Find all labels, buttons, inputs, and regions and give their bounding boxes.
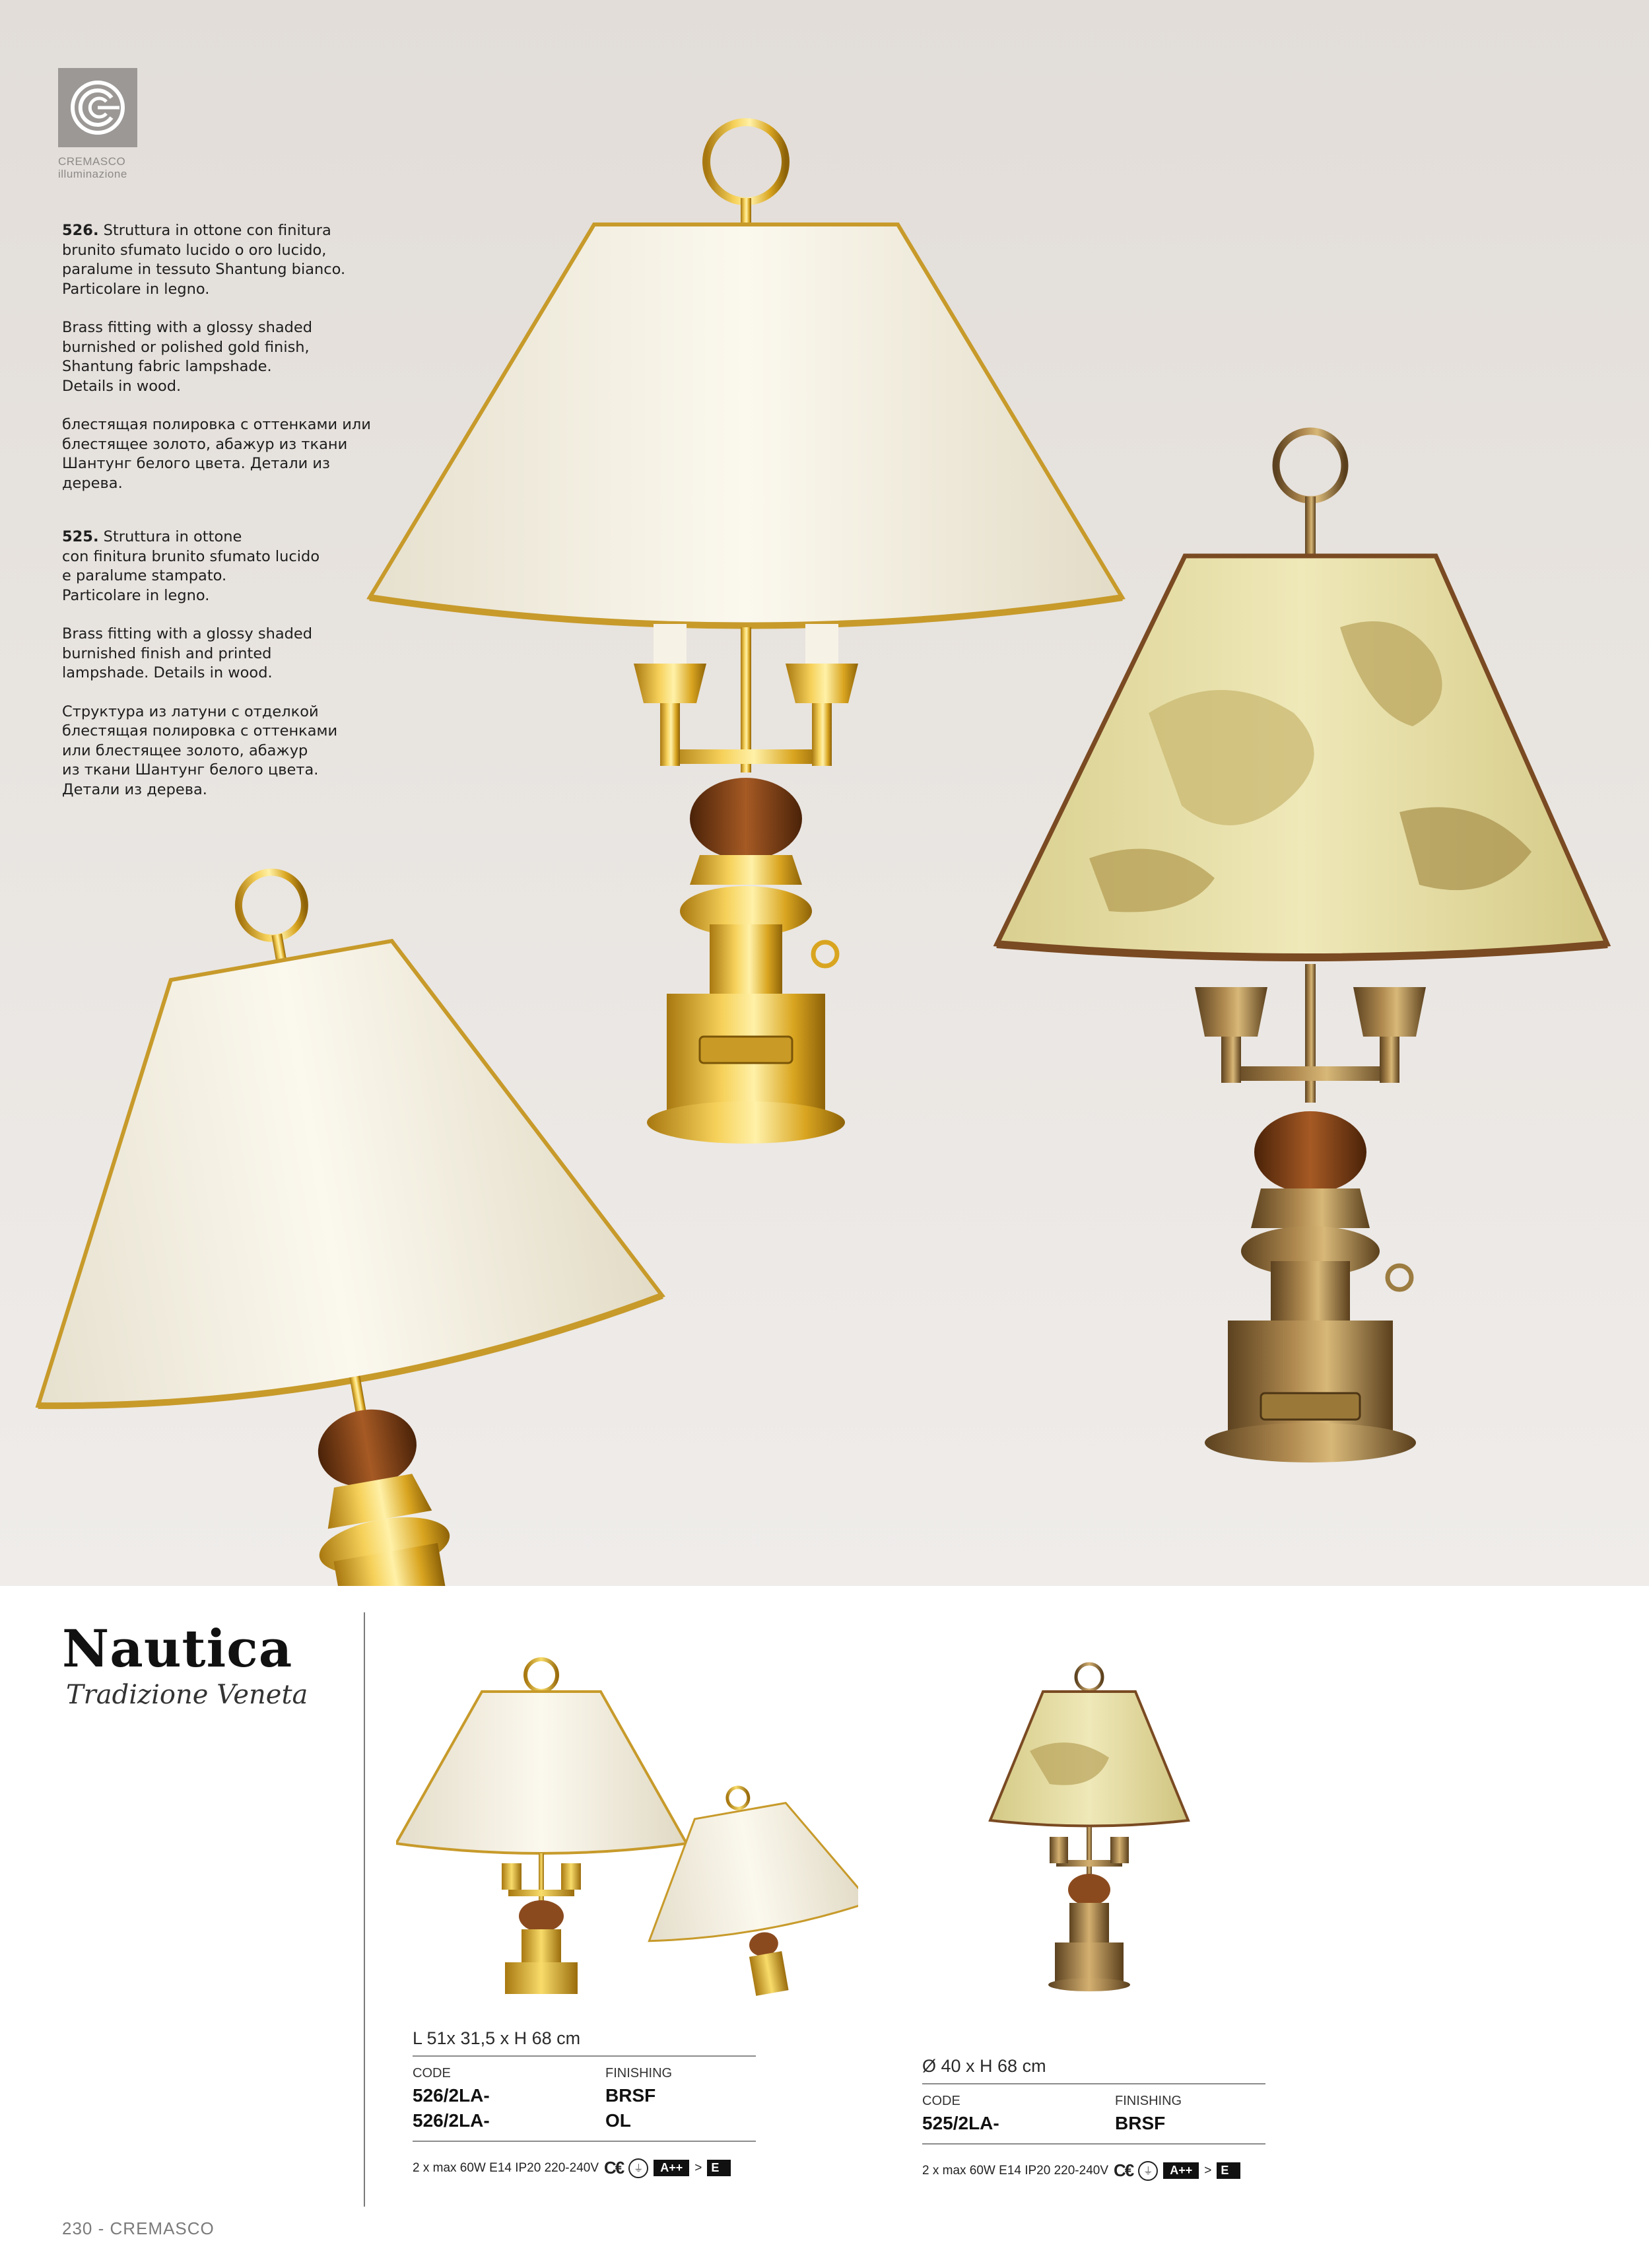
collection-subtitle: Tradizione Veneta <box>66 1680 308 1710</box>
catalog-info-section <box>0 1586 1649 2268</box>
page-number: 230 <box>62 2218 93 2238</box>
code-header: CODE <box>413 2066 451 2080</box>
collection-title: Nautica <box>62 1619 293 1679</box>
electrical-spec-text: 2 x max 60W E14 IP20 220-240V <box>922 2163 1108 2178</box>
description-525-ru: Структура из латуни с отделкой блестящая полировка с оттенками или блестящее золото, абажур из ткани Шантунг белого цвета. Детали из дерева. <box>62 703 338 798</box>
page-footer <box>62 2218 215 2239</box>
footer-brand: CREMASCO <box>110 2218 215 2238</box>
energy-range-badge: E <box>707 2160 731 2176</box>
description-526-it: 526. Struttura in ottone con finitura brunito sfumato lucido o oro lucido, paralume in tessuto Shantung bianco. Particolare in legno. <box>62 222 346 298</box>
ground-symbol-icon: ⏚ <box>628 2158 648 2178</box>
product-spec-526 <box>413 2028 756 2178</box>
energy-class-badge: A++ <box>1163 2162 1199 2179</box>
code-header: CODE <box>922 2094 960 2108</box>
logo-subtitle: illuminazione <box>58 168 127 180</box>
energy-range-badge: E <box>1217 2162 1240 2179</box>
spec-row <box>922 2113 1265 2134</box>
lamp-526-tilted <box>0 817 707 1586</box>
ground-symbol-icon: ⏚ <box>1138 2161 1158 2181</box>
product-finishing: BRSF <box>1115 2113 1166 2133</box>
product-spec-525 <box>922 2056 1265 2181</box>
energy-arrow: > <box>1204 2163 1212 2178</box>
spec-row <box>413 2110 756 2131</box>
vertical-divider <box>364 1612 365 2207</box>
product-code: 525/2LA- <box>922 2113 999 2133</box>
spec-row <box>413 2085 756 2106</box>
product-code: 526/2LA- <box>413 2085 490 2106</box>
lamp-526-large <box>370 122 1122 1144</box>
energy-arrow: > <box>694 2160 702 2175</box>
product-dimensions: Ø 40 x H 68 cm <box>922 2056 1265 2084</box>
product-thumbnail-525 <box>984 1659 1195 2009</box>
logo-name: CREMASCO <box>58 155 126 168</box>
electrical-spec-text: 2 x max 60W E14 IP20 220-240V <box>413 2160 599 2175</box>
product-code: 526/2LA- <box>413 2110 490 2131</box>
energy-class-badge: A++ <box>654 2160 689 2176</box>
description-526-ru: блестящая полировка с оттенками или блестящее золото, абажур из ткани Шантунг белого цвета. Детали из дерева. <box>62 416 371 492</box>
finishing-header: FINISHING <box>605 2066 673 2080</box>
description-525-it: 525. Struttura in ottone con finitura brunito sfumato lucido e paralume stampato. Particolare in legno. <box>62 528 320 604</box>
ce-mark-icon: C€ <box>604 2158 624 2178</box>
description-526-en: Brass fitting with a glossy shaded burnished or polished gold finish, Shantung fabric lampshade. Details in wood. <box>62 319 313 395</box>
ce-mark-icon: C€ <box>1114 2160 1133 2180</box>
electrical-specs <box>922 2160 1265 2181</box>
footer-separator: - <box>98 2218 105 2238</box>
electrical-specs <box>413 2158 756 2178</box>
product-finishing: OL <box>605 2110 631 2131</box>
product-finishing: BRSF <box>605 2085 656 2106</box>
product-thumbnail-526 <box>396 1645 858 2002</box>
product-dimensions: L 51x 31,5 x H 68 cm <box>413 2028 756 2057</box>
description-525-en: Brass fitting with a glossy shaded burnished finish and printed lampshade. Details in wood. <box>62 625 313 681</box>
finishing-header: FINISHING <box>1115 2094 1182 2108</box>
